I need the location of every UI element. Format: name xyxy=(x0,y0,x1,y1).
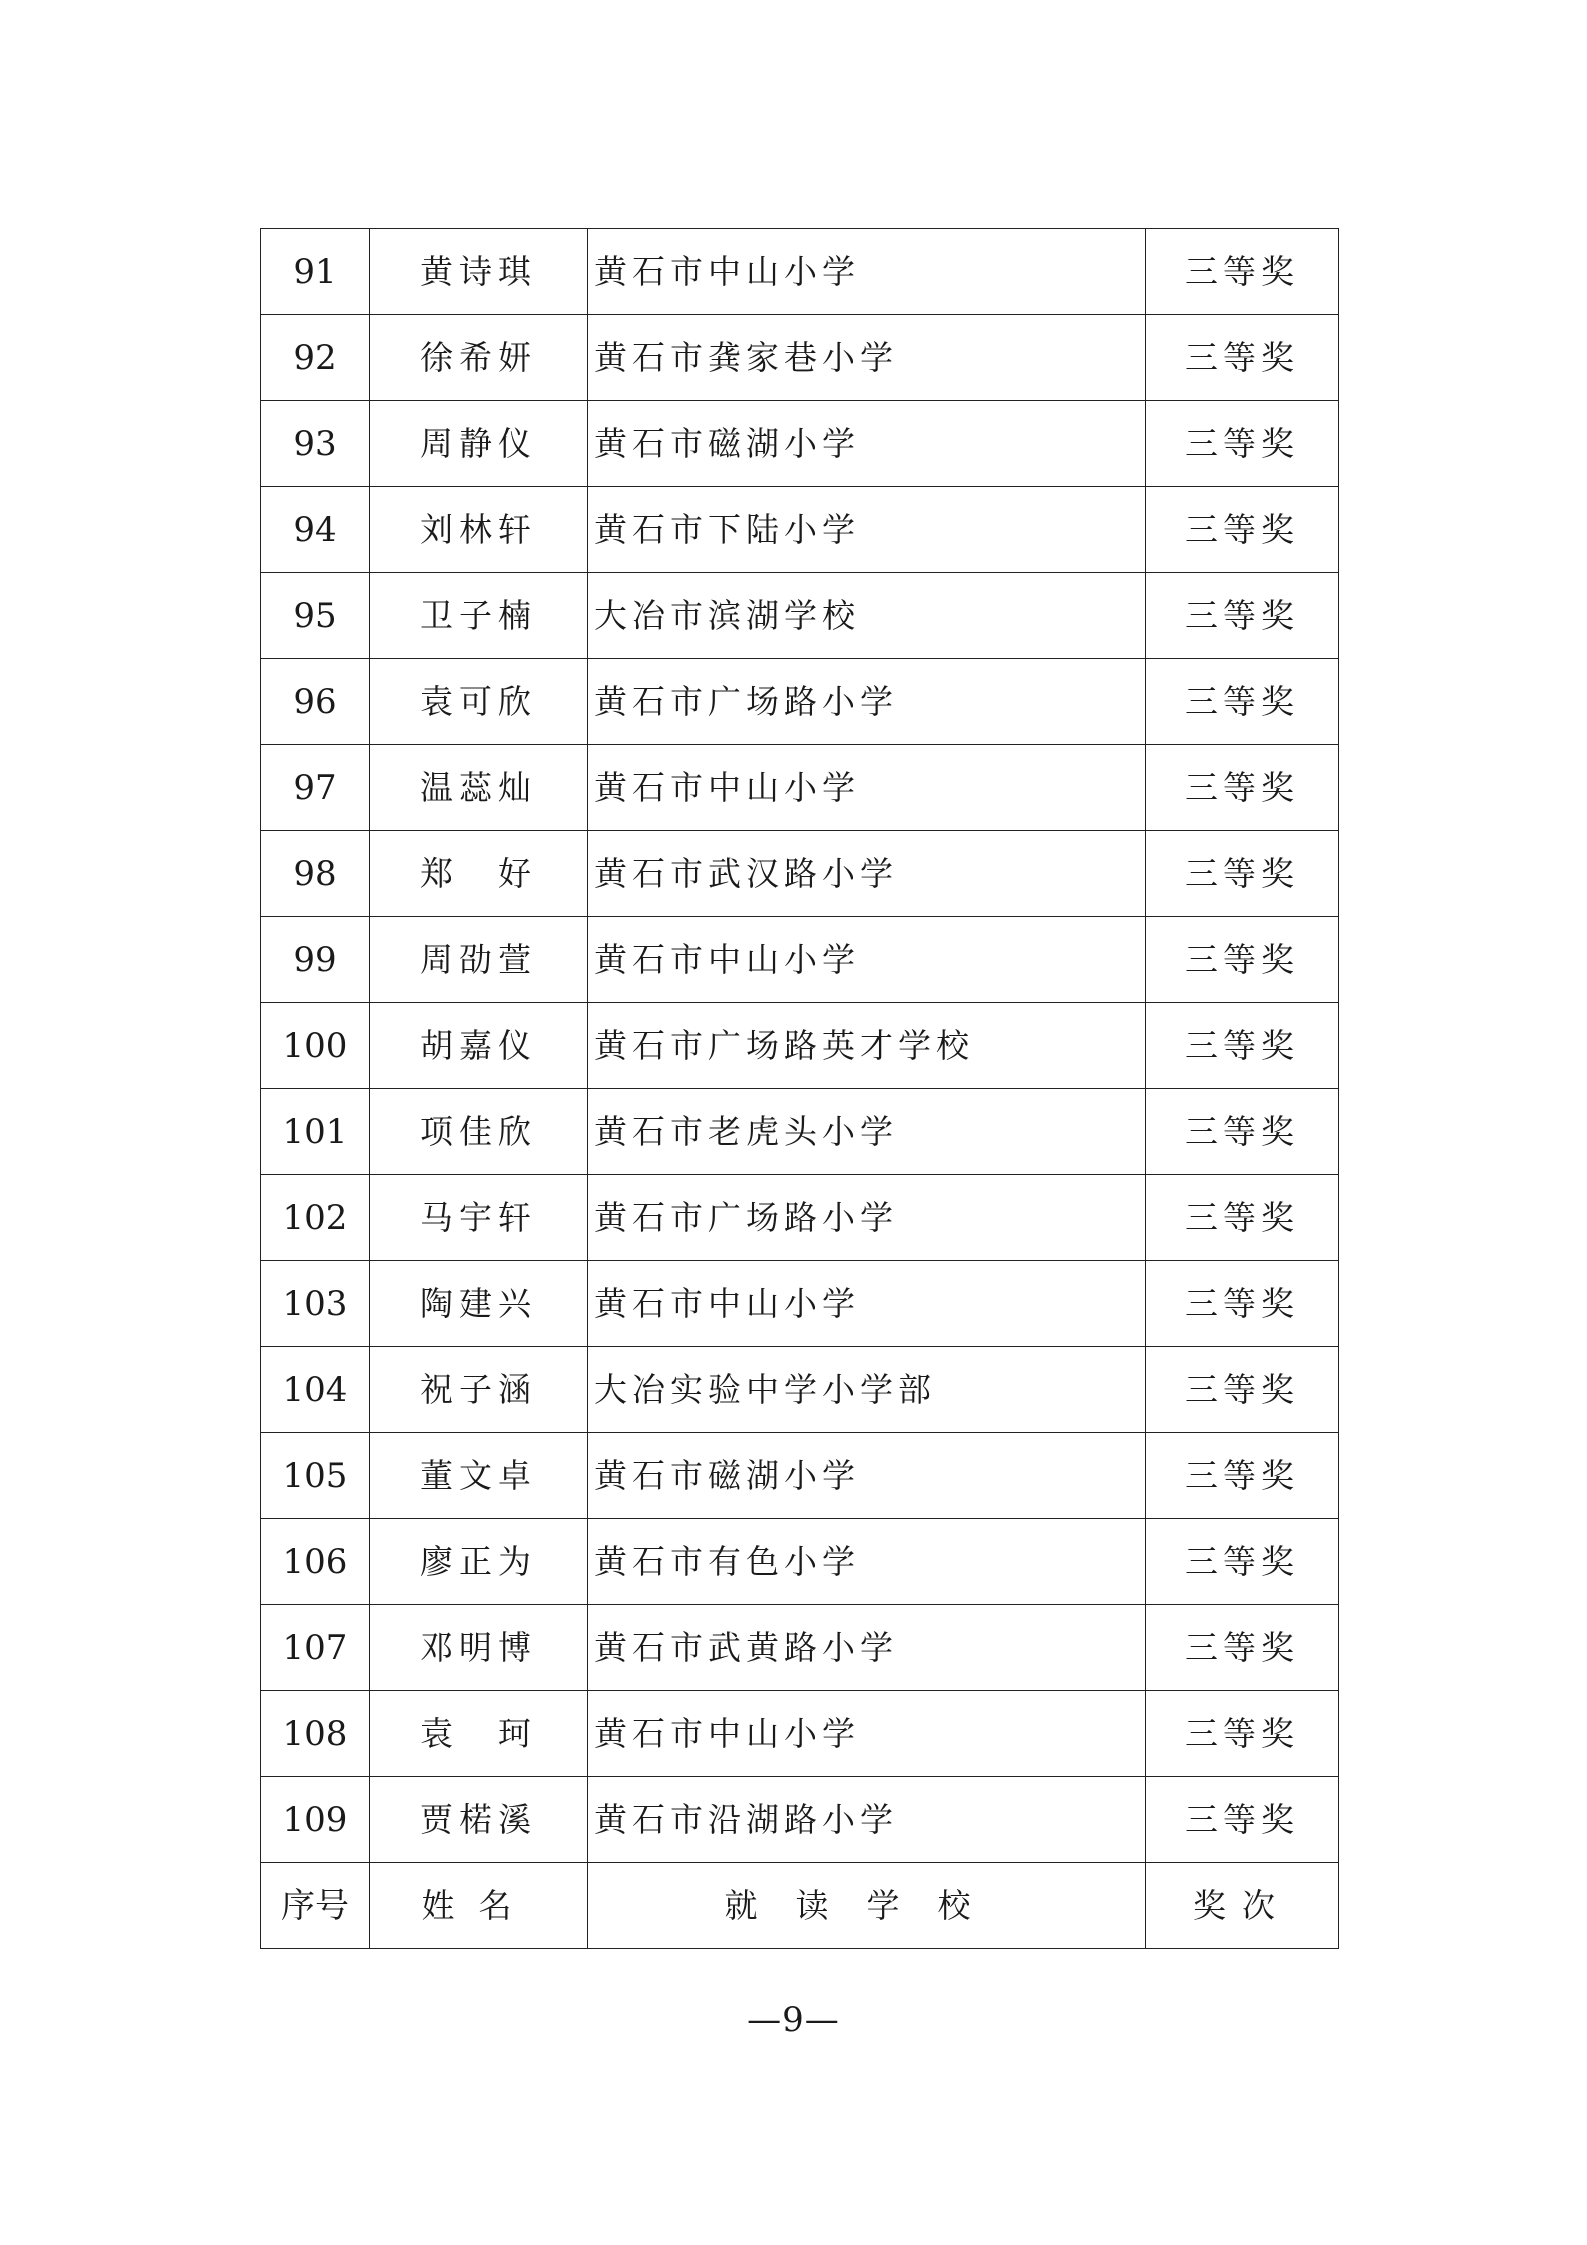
row-number: 98 xyxy=(261,831,370,917)
school-name: 黄石市中山小学 xyxy=(588,1691,1146,1777)
award-level: 三等奖 xyxy=(1146,1089,1339,1175)
table-row xyxy=(261,573,1339,659)
row-number: 103 xyxy=(261,1261,370,1347)
school-name: 黄石市武黄路小学 xyxy=(588,1605,1146,1691)
award-level: 三等奖 xyxy=(1146,659,1339,745)
table-row xyxy=(261,1433,1339,1519)
award-level: 三等奖 xyxy=(1146,917,1339,1003)
table-row xyxy=(261,401,1339,487)
school-name: 黄石市广场路英才学校 xyxy=(588,1003,1146,1089)
student-name: 项佳欣 xyxy=(370,1089,588,1175)
page-number: —9— xyxy=(747,2000,840,2040)
school-name: 黄石市龚家巷小学 xyxy=(588,315,1146,401)
award-level: 三等奖 xyxy=(1146,745,1339,831)
row-number: 102 xyxy=(261,1175,370,1261)
student-name: 胡嘉仪 xyxy=(370,1003,588,1089)
student-name: 袁 珂 xyxy=(370,1691,588,1777)
school-name: 大冶实验中学小学部 xyxy=(588,1347,1146,1433)
student-name: 马宇轩 xyxy=(370,1175,588,1261)
school-name: 黄石市磁湖小学 xyxy=(588,401,1146,487)
student-name: 廖正为 xyxy=(370,1519,588,1605)
row-number: 94 xyxy=(261,487,370,573)
school-name: 大冶市滨湖学校 xyxy=(588,573,1146,659)
award-table-body xyxy=(261,229,1339,1949)
table-row xyxy=(261,1003,1339,1089)
award-level: 三等奖 xyxy=(1146,1433,1339,1519)
award-level: 三等奖 xyxy=(1146,1003,1339,1089)
table-row xyxy=(261,831,1339,917)
header-number: 序号 xyxy=(261,1863,370,1949)
school-name: 黄石市中山小学 xyxy=(588,229,1146,315)
student-name: 祝子涵 xyxy=(370,1347,588,1433)
award-level: 三等奖 xyxy=(1146,315,1339,401)
table-row xyxy=(261,1175,1339,1261)
row-number: 91 xyxy=(261,229,370,315)
student-name: 郑 好 xyxy=(370,831,588,917)
school-name: 黄石市磁湖小学 xyxy=(588,1433,1146,1519)
table-row xyxy=(261,917,1339,1003)
award-level: 三等奖 xyxy=(1146,1691,1339,1777)
award-level: 三等奖 xyxy=(1146,1777,1339,1863)
table-row xyxy=(261,745,1339,831)
table-row xyxy=(261,1519,1339,1605)
award-level: 三等奖 xyxy=(1146,1519,1339,1605)
student-name: 温蕊灿 xyxy=(370,745,588,831)
school-name: 黄石市武汉路小学 xyxy=(588,831,1146,917)
award-level: 三等奖 xyxy=(1146,1347,1339,1433)
school-name: 黄石市广场路小学 xyxy=(588,1175,1146,1261)
row-number: 108 xyxy=(261,1691,370,1777)
table-row xyxy=(261,1777,1339,1863)
award-table xyxy=(260,228,1339,1949)
student-name: 徐希妍 xyxy=(370,315,588,401)
row-number: 96 xyxy=(261,659,370,745)
table-row xyxy=(261,1261,1339,1347)
table-row xyxy=(261,659,1339,745)
award-level: 三等奖 xyxy=(1146,1175,1339,1261)
school-name: 黄石市中山小学 xyxy=(588,745,1146,831)
school-name: 黄石市下陆小学 xyxy=(588,487,1146,573)
student-name: 贾楉溪 xyxy=(370,1777,588,1863)
table-row xyxy=(261,229,1339,315)
header-name: 姓名 xyxy=(370,1863,588,1949)
table-row xyxy=(261,1089,1339,1175)
row-number: 95 xyxy=(261,573,370,659)
table-header-row xyxy=(261,1863,1339,1949)
school-name: 黄石市广场路小学 xyxy=(588,659,1146,745)
row-number: 105 xyxy=(261,1433,370,1519)
student-name: 黄诗琪 xyxy=(370,229,588,315)
student-name: 陶建兴 xyxy=(370,1261,588,1347)
student-name: 卫子楠 xyxy=(370,573,588,659)
student-name: 周静仪 xyxy=(370,401,588,487)
student-name: 邓明博 xyxy=(370,1605,588,1691)
table-row xyxy=(261,1347,1339,1433)
row-number: 104 xyxy=(261,1347,370,1433)
header-school: 就读学校 xyxy=(588,1863,1146,1949)
award-level: 三等奖 xyxy=(1146,831,1339,917)
row-number: 97 xyxy=(261,745,370,831)
student-name: 周劭萱 xyxy=(370,917,588,1003)
table-row xyxy=(261,487,1339,573)
award-level: 三等奖 xyxy=(1146,401,1339,487)
row-number: 106 xyxy=(261,1519,370,1605)
award-level: 三等奖 xyxy=(1146,487,1339,573)
school-name: 黄石市有色小学 xyxy=(588,1519,1146,1605)
header-award: 奖次 xyxy=(1146,1863,1339,1949)
table-row xyxy=(261,1691,1339,1777)
school-name: 黄石市老虎头小学 xyxy=(588,1089,1146,1175)
award-level: 三等奖 xyxy=(1146,1261,1339,1347)
student-name: 董文卓 xyxy=(370,1433,588,1519)
student-name: 袁可欣 xyxy=(370,659,588,745)
school-name: 黄石市中山小学 xyxy=(588,917,1146,1003)
school-name: 黄石市沿湖路小学 xyxy=(588,1777,1146,1863)
row-number: 99 xyxy=(261,917,370,1003)
award-level: 三等奖 xyxy=(1146,573,1339,659)
table-row xyxy=(261,315,1339,401)
row-number: 92 xyxy=(261,315,370,401)
school-name: 黄石市中山小学 xyxy=(588,1261,1146,1347)
award-level: 三等奖 xyxy=(1146,229,1339,315)
row-number: 93 xyxy=(261,401,370,487)
row-number: 109 xyxy=(261,1777,370,1863)
student-name: 刘林轩 xyxy=(370,487,588,573)
row-number: 100 xyxy=(261,1003,370,1089)
row-number: 107 xyxy=(261,1605,370,1691)
table-row xyxy=(261,1605,1339,1691)
award-level: 三等奖 xyxy=(1146,1605,1339,1691)
row-number: 101 xyxy=(261,1089,370,1175)
